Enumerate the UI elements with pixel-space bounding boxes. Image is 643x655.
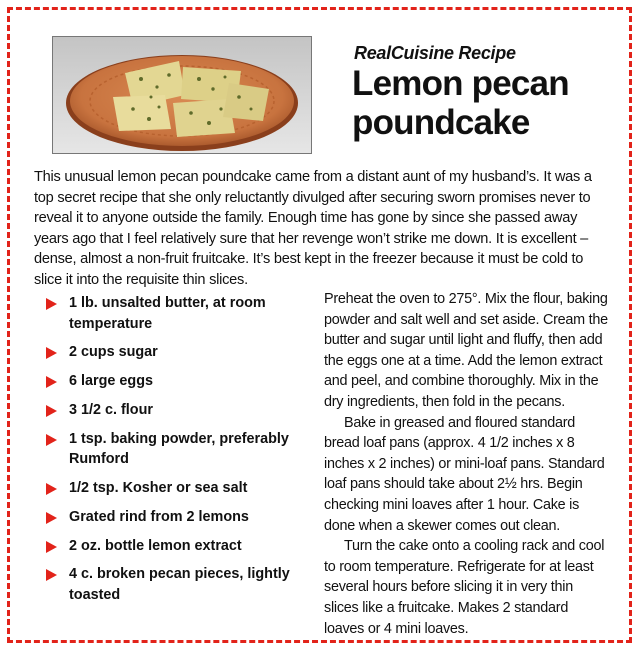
bullet-arrow-icon bbox=[46, 347, 57, 359]
ingredient-text: 4 c. broken pecan pieces, lightly toasted bbox=[69, 566, 290, 604]
ingredient-text: 2 oz. bottle lemon extract bbox=[69, 537, 242, 554]
ingredient-text: 3 1/2 c. flour bbox=[69, 401, 153, 418]
ingredient-item bbox=[46, 564, 296, 605]
method-paragraph: Turn the cake onto a cooling rack and cool to room temperature. Refrigerate for at least several hours before slicing it in very thin slices like a fruitcake. Makes 2 standard loaves or 4 mini loaves. bbox=[324, 538, 605, 637]
ingredient-list bbox=[46, 293, 296, 614]
ingredient-text: 2 cups sugar bbox=[69, 344, 158, 361]
ingredient-item bbox=[46, 342, 296, 363]
bullet-arrow-icon bbox=[46, 405, 57, 417]
bullet-arrow-icon bbox=[46, 512, 57, 524]
ingredient-item bbox=[46, 293, 296, 334]
ingredient-item bbox=[46, 536, 296, 557]
bullet-arrow-icon bbox=[46, 569, 57, 581]
bullet-arrow-icon bbox=[46, 298, 57, 310]
method-paragraph: Preheat the oven to 275°. Mix the flour, baking powder and salt well and set aside. Cream the butter and sugar until light and fluffy, then add the eggs one at a time. Add the lemon extract and peel, and combine thoroughly. Mix in the dry ingredients, then fold in the pecans. bbox=[324, 291, 608, 410]
ingredient-text: 6 large eggs bbox=[69, 373, 153, 390]
recipe-kicker: RealCuisine Recipe bbox=[354, 43, 516, 63]
ingredient-item bbox=[46, 507, 296, 528]
ingredient-text: 1/2 tsp. Kosher or sea salt bbox=[69, 480, 248, 497]
intro-paragraph: This unusual lemon pecan poundcake came from a distant aunt of my husband’s. It was a top secret recipe that she only reluctantly divulged after securing sworn promises never to reveal it to anyone outside the family. Enough time has gone by since she passed away years ago that I feel relatively sure that her revenge won’t strike me down. It is excellent – dense, almost a non-fruit fruitcake. It’s best kept in the freezer because it must be cold to slice it into the requisite thin slices. bbox=[34, 169, 592, 288]
cake-photo bbox=[52, 36, 312, 154]
bullet-arrow-icon bbox=[46, 541, 57, 553]
bullet-arrow-icon bbox=[46, 376, 57, 388]
ingredient-text: Grated rind from 2 lemons bbox=[69, 508, 249, 525]
ingredient-item bbox=[46, 371, 296, 392]
ingredient-item bbox=[46, 478, 296, 499]
method-text bbox=[324, 289, 609, 639]
ingredient-item bbox=[46, 429, 296, 470]
ingredient-text: 1 tsp. baking powder, preferably Rumford bbox=[69, 430, 289, 468]
bullet-arrow-icon bbox=[46, 483, 57, 495]
ingredient-text: 1 lb. unsalted butter, at room temperature bbox=[69, 295, 266, 332]
ingredient-item bbox=[46, 400, 296, 421]
bullet-arrow-icon bbox=[46, 434, 57, 446]
recipe-title: Lemon pecan poundcake bbox=[352, 64, 569, 142]
method-paragraph: Bake in greased and floured standard bread loaf pans (approx. 4 1/2 inches x 8 inches x 2 inches) or mini-loaf pans. Standard loaf pans should take about 2½ hrs. Begin checking mini loaves after 1 hour. Cake is done when a skewer comes out clean. bbox=[324, 414, 605, 534]
recipe-card bbox=[7, 7, 632, 643]
